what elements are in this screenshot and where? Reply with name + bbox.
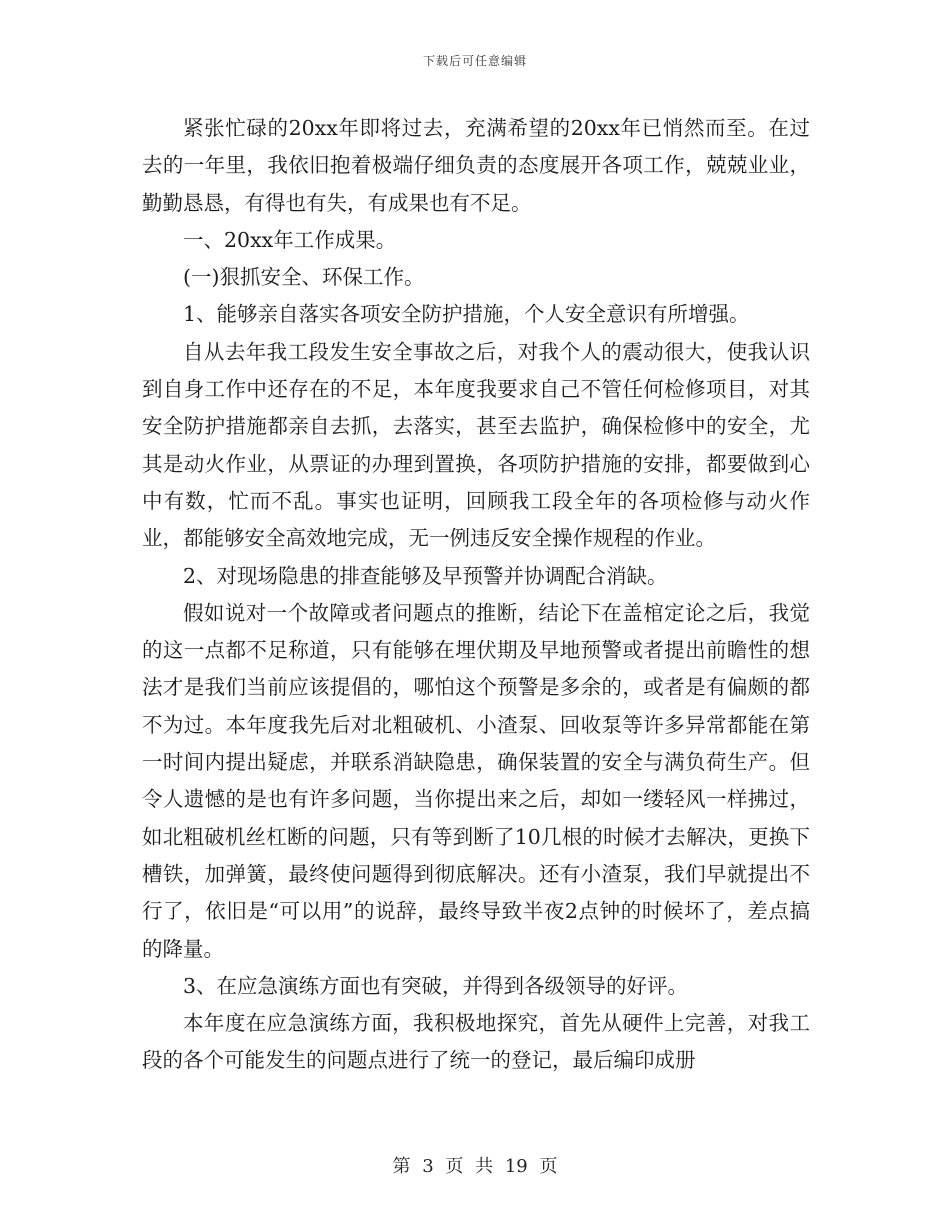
document-body — [142, 110, 810, 1080]
paragraph-item-2: 假如说对一个故障或者问题点的推断，结论下在盖棺定论之后，我觉的这一点都不足称道，只有能够在埋伏期及早地预警或者提出前瞻性的想法才是我们当前应该提倡的，哪怕这个预警是多余的，或者是有偏颇的都不为过。本年度我先后对北粗破机、小渣泵、回收泵等许多异常都能在第一时间内提出疑虑，并联系消缺隐患，确保装置的安全与满负荷生产。但令人遗憾的是也有许多问题，当你提出来之后，却如一缕轻风一样拂过，如北粗破机丝杠断的问题，只有等到断了10几根的时候才去解决，更换下槽铁，加弹簧，最终使问题得到彻底解决。还有小渣泵，我们早就提出不行了，依旧是“可以用”的说辞，最终导致半夜2点钟的时候坏了，差点搞的降量。 — [142, 600, 810, 961]
paragraph-intro: 紧张忙碌的20xx年即将过去，充满希望的20xx年已悄然而至。在过去的一年里，我依旧抱着极端仔细负责的态度展开各项工作，兢兢业业，勤勤恳恳，有得也有失，有成果也有不足。 — [142, 116, 810, 215]
heading-subsection-1: (一)狠抓安全、环保工作。 — [183, 265, 425, 290]
page-number: 第 3 页 共 19 页 — [392, 1156, 558, 1177]
paragraph-item-1: 自从去年我工段发生安全事故之后，对我个人的震动很大，使我认识到自身工作中还存在的不足，本年度我要求自己不管任何检修项目，对其安全防护措施都亲自去抓，去落实，甚至去监护，确保检修中的安全，尤其是动火作业，从票证的办理到置换，各项防护措施的安排，都要做到心中有数，忙而不乱。事实也证明，回顾我工段全年的各项检修与动火作业，都能够安全高效地完成，无一例违反安全操作规程的作业。 — [142, 339, 810, 551]
page-header: 下载后可任意编辑 — [422, 54, 527, 68]
heading-item-2: 2、对现场隐患的排查能够及早预警并协调配合消缺。 — [183, 563, 668, 588]
heading-item-3: 3、在应急演练方面也有突破，并得到各级领导的好评。 — [183, 973, 689, 998]
heading-item-1: 1、能够亲自落实各项安全防护措施，个人安全意识有所增强。 — [183, 302, 750, 327]
paragraph-item-3: 本年度在应急演练方面，我积极地探究，首先从硬件上完善，对我工段的各个可能发生的问题点进行了统一的登记，最后编印成册 — [142, 1011, 810, 1073]
heading-section-1: 一、20xx年工作成果。 — [183, 227, 397, 252]
